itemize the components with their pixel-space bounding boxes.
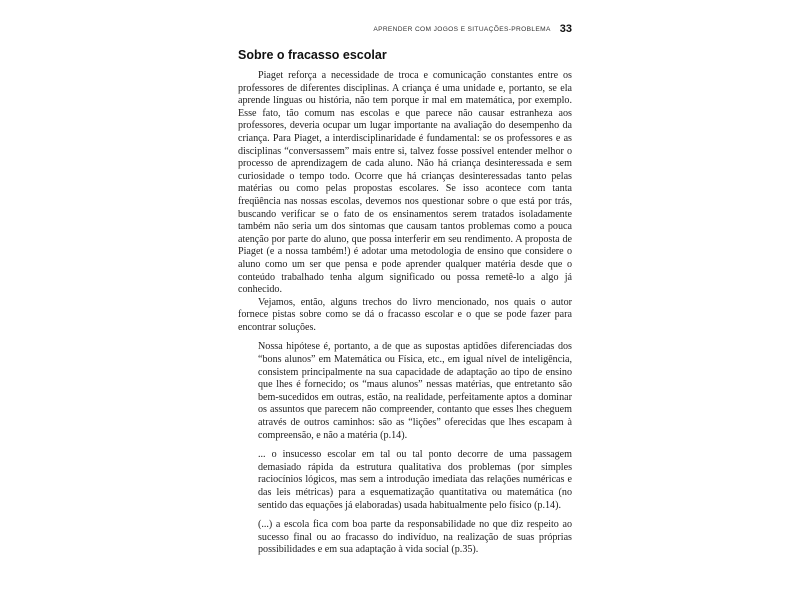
paragraph: Piaget reforça a necessidade de troca e comunicação constantes entre os professores de diferentes disciplinas. A criança é uma unidade e, portanto, se ela aprende línguas ou história, não tem porque ir mal em matemática, por exemplo. Esse fato, tão comum nas escolas e que parece não causar estranheza aos professores, deveria ocupar um lugar importante na avaliação do desempenho da criança. Para Piaget, a interdisciplinaridade é fundamental: se os professores e as disciplinas “conversassem” mais entre si, talvez fosse possível entender melhor o processo de aprendizagem de cada aluno. Não há criança desinteressada e sem curiosidade o tempo todo. Ocorre que há crianças desinteressadas tanto pelas matérias ou como pelas propostas escolares. Se isso acontece com tanta freqüência nas nossas escolas, devemos nos questionar sobre o que está por trás, buscando verificar se o fato de os ensinamentos serem tratados isoladamente também não seria um dos sintomas que causam tantos problemas como a pouca atenção por parte do aluno, que possa interferir em seu rendimento. A proposta de Piaget (e a nossa também!) é adotar uma metodologia de ensino que considere o aluno como um ser que pensa e pode aprender qualquer matéria desde que o conteúdo trabalhado tenha algum significado ou possa remetê-lo a algo já conhecido.	[238, 70, 572, 296]
body-text	[238, 70, 572, 564]
paragraph: Vejamos, então, alguns trechos do livro mencionado, nos quais o autor fornece pistas sobre como se dá o fracasso escolar e o que se pode fazer para encontrar soluções.	[238, 296, 572, 333]
block-quote: Nossa hipótese é, portanto, a de que as supostas aptidões diferenciadas dos “bons alunos” em Matemática ou Física, etc., em igual nível de inteligência, consistem principalmente na sua capacidade de adaptação ao tipo de ensino que lhes é fornecido; os “maus alunos” nessas matérias, que entretanto são bem-sucedidos em outras, estão, na realidade, perfeitamente aptos a dominar os assuntos que parecem não compreender, contanto que esses lhes cheguem através de outros caminhos: são as “lições” oferecidas que lhes escapam à compreensão, e não a matéria (p.14).	[258, 341, 572, 441]
section-title: Sobre o fracasso escolar	[238, 48, 387, 62]
block-quotes	[238, 341, 572, 557]
page-number: 33	[559, 23, 572, 35]
block-quote: ... o insucesso escolar em tal ou tal ponto decorre de uma passagem demasiado rápida da estrutura qualitativa dos problemas (por simples raciocínios lógicos, mas sem a introdução imediata das relações numéricas e das leis métricas) para a esquematização quantitativa ou matemática (no sentido das equações já elaboradas) usada habitualmente pelo físico (p.14).	[258, 449, 572, 511]
running-header	[373, 22, 572, 36]
running-title: APRENDER COM JOGOS E SITUAÇÕES-PROBLEMA	[373, 25, 551, 33]
block-quote: (...) a escola fica com boa parte da responsabilidade no que diz respeito ao sucesso final ou ao fracasso do indivíduo, na realização de suas próprias possibilidades e em sua adaptação à vida social (p.35).	[258, 519, 572, 556]
